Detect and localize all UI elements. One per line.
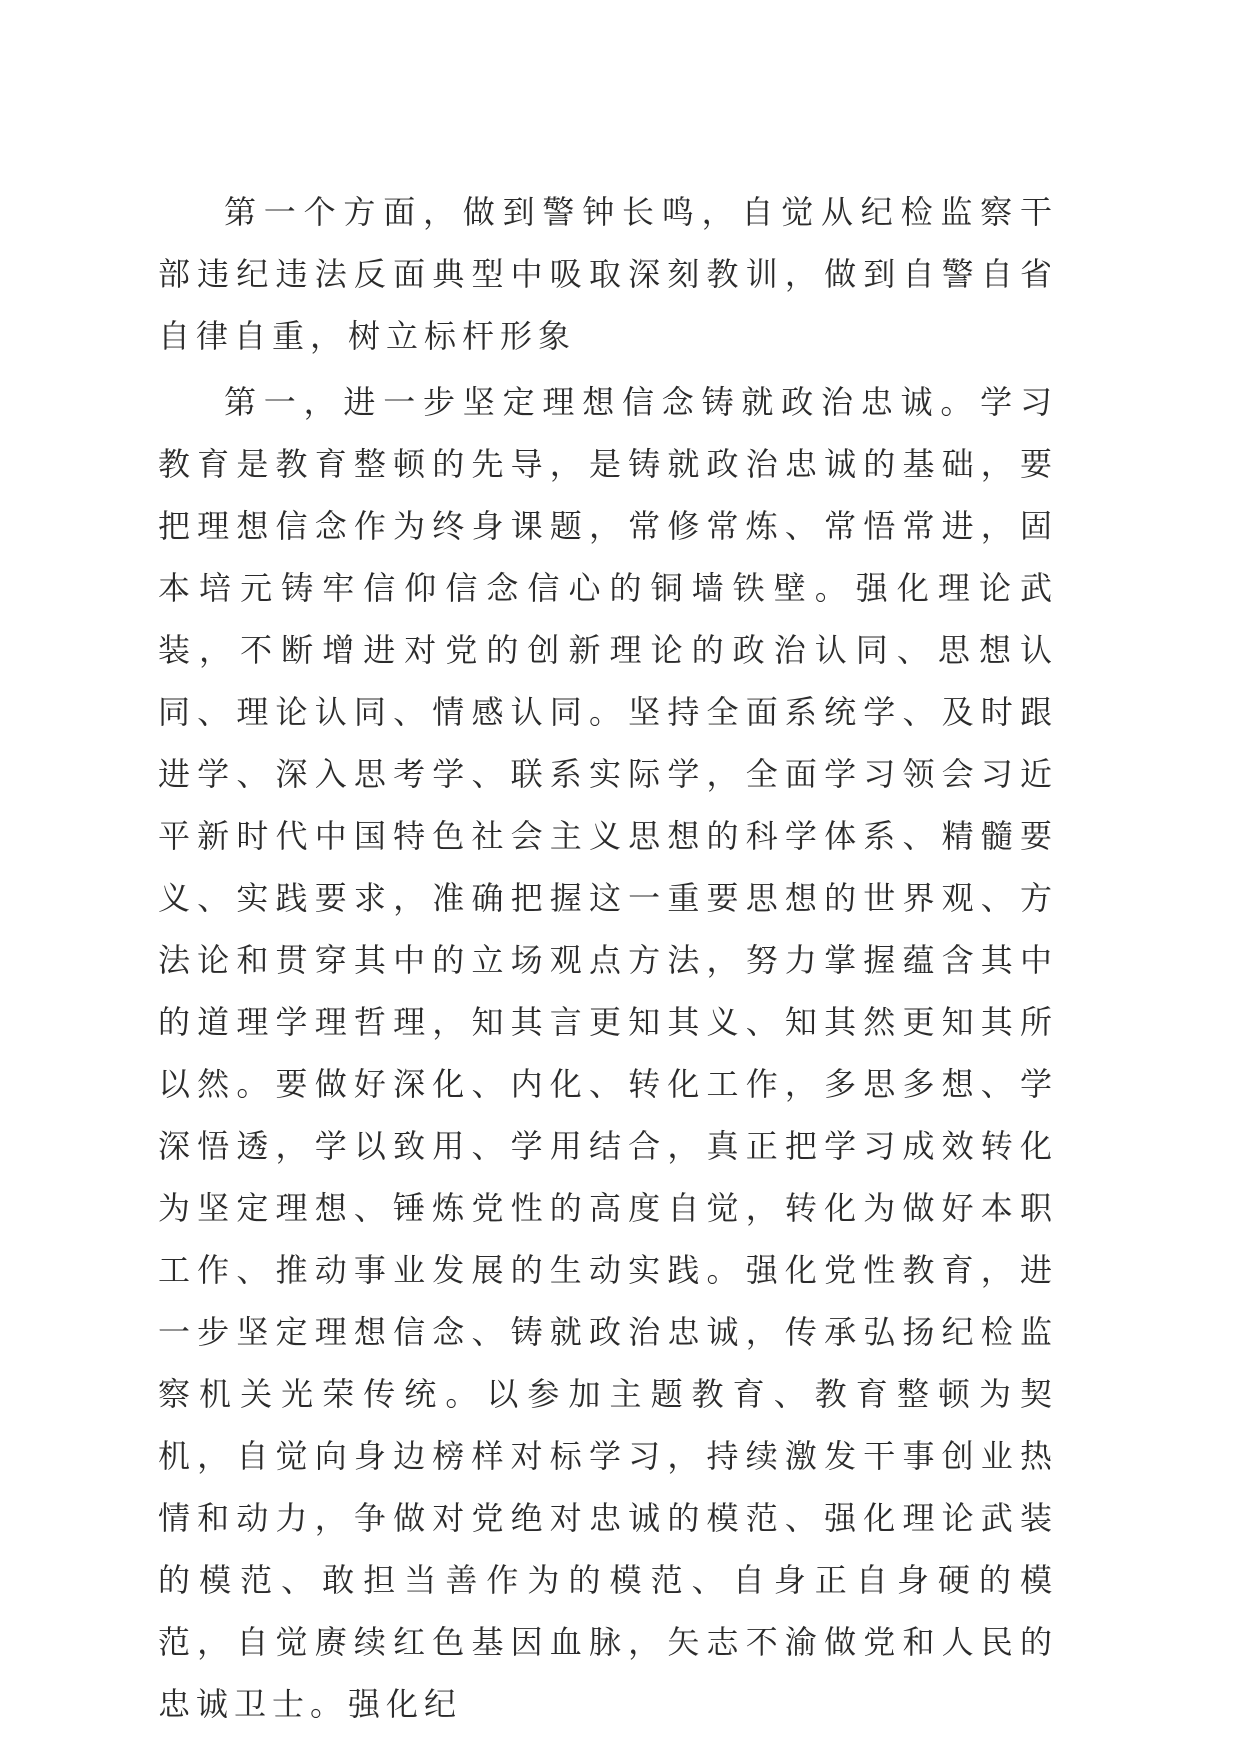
section-heading: 第一个方面，做到警钟长鸣，自觉从纪检监察干部违纪违法反面典型中吸取深刻教训，做到自警自省自律自重，树立标杆形象 — [158, 193, 1058, 355]
body-paragraph: 第一，进一步坚定理想信念铸就政治忠诚。学习教育是教育整顿的先导，是铸就政治忠诚的基础，要把理想信念作为终身课题，常修常炼、常悟常进，固本培元铸牢信仰信念信心的铜墙铁壁。强化理论武装，不断增进对党的创新理论的政治认同、思想认同、理论认同、情感认同。坚持全面系统学、及时跟进学、深入思考学、联系实际学，全面学习领会习近平新时代中国特色社会主义思想的科学体系、精髓要义、实践要求，准确把握这一重要思想的世界观、方法论和贯穿其中的立场观点方法，努力掌握蕴含其中的道理学理哲理，知其言更知其义、知其然更知其所以然。要做好深化、内化、转化工作，多思多想、学深悟透，学以致用、学用结合，真正把学习成效转化为坚定理想、锤炼党性的高度自觉，转化为做好本职工作、推动事业发展的生动实践。强化党性教育，进一步坚定理想信念、铸就政治忠诚，传承弘扬纪检监察机关光荣传统。以参加主题教育、教育整顿为契机，自觉向身边榜样对标学习，持续激发干事创业热情和动力，争做对党绝对忠诚的模范、强化理论武装的模范、敢担当善作为的模范、自身正自身硬的模范，自觉赓续红色基因血脉，矢志不渝做党和人民的忠诚卫士。强化纪 — [158, 383, 1058, 1723]
